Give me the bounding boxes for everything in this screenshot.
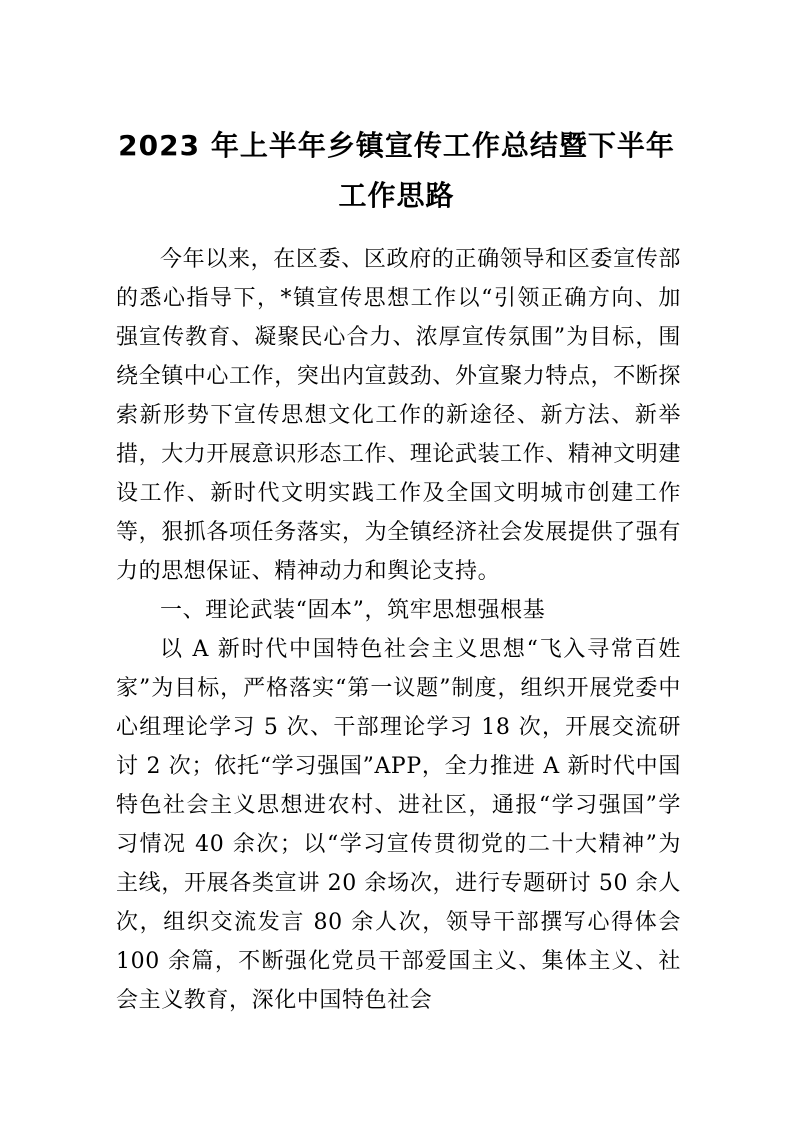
document-body — [116, 240, 681, 1020]
section-heading-1: 一、理论武装“固本”，筑牢思想强根基 — [160, 598, 546, 623]
document-title-line-2: 工作思路 — [338, 179, 455, 212]
document-title-line-1: 2023 年上半年乡镇宣传工作总结暨下半年 — [118, 129, 675, 162]
section-1-paragraph: 以 A 新时代中国特色社会主义思想“飞入寻常百姓家”为目标，严格落实“第一议题”制度，组织开展党委中心组理论学习 5 次、干部理论学习 18 次，开展交流研讨 2 次；依托“学习强国”APP，全力推进 A 新时代中国特色社会主义思想进农村、进社区，通报“学习强国”学习情况 40 余次；以“学习宣传贯彻党的二十大精神”为主线，开展各类宣讲 20 余场次，进行专题研讨 50 余人次，组织交流发言 80 余人次，领导干部撰写心得体会 100 余篇，不断强化党员干部爱国主义、集体主义、社会主义教育，深化中国特色社会 — [116, 637, 681, 1013]
intro-paragraph: 今年以来，在区委、区政府的正确领导和区委宣传部的悉心指导下，*镇宣传思想工作以“引领正确方向、加强宣传教育、凝聚民心合力、浓厚宣传氛围”为目标，围绕全镇中心工作，突出内宣鼓劲、外宣聚力特点，不断探索新形势下宣传思想文化工作的新途径、新方法、新举措，大力开展意识形态工作、理论武装工作、精神文明建设工作、新时代文明实践工作及全国文明城市创建工作等，狠抓各项任务落实，为全镇经济社会发展提供了强有力的思想保证、精神动力和舆论支持。 — [116, 247, 682, 584]
